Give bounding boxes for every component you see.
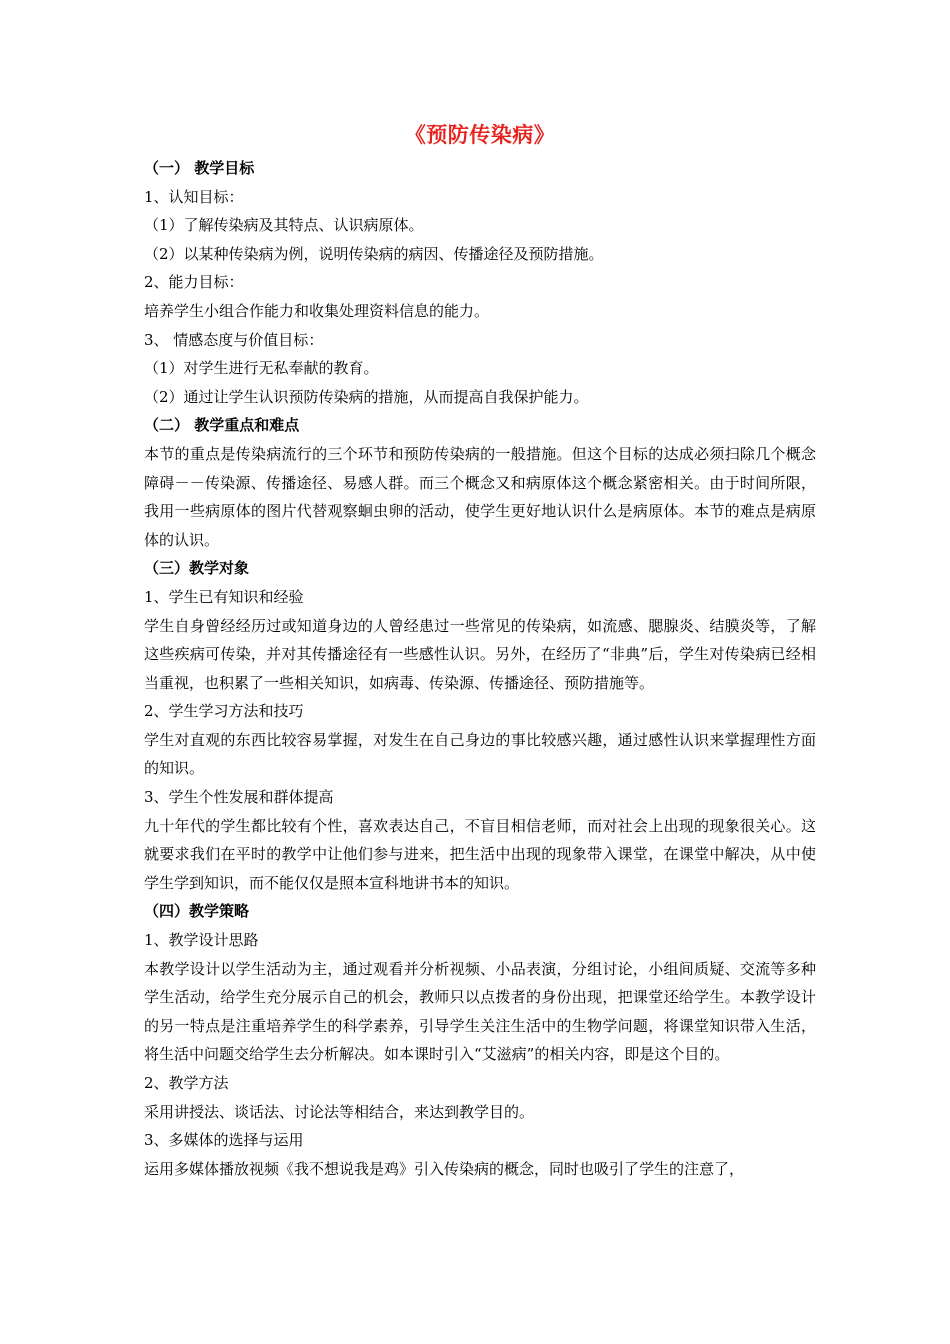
paragraph: 学生对直观的东西比较容易掌握，对发生在自己身边的事比较感兴趣，通过感性认识来掌握理性方面的知识。 <box>144 730 816 778</box>
paragraph: 本教学设计以学生活动为主，通过观看并分析视频、小品表演，分组讨论，小组间质疑、交流等多种学生活动，给学生充分展示自己的机会，教师只以点拨者的身份出现，把课堂还给学生。本教学设计的另一特点是注重培养学生的科学素养，引导学生关注生活中的生物学问题，将课堂知识带入生活，将生活中问题交给学生去分析解决。如本课时引入“艾滋病”的相关内容，即是这个目的。 <box>144 959 816 1064</box>
text-line: 1、认知目标： <box>144 187 244 206</box>
text-line: （2）以某种传染病为例，说明传染病的病因、传播途径及预防措施。 <box>144 244 604 263</box>
text-line: （1）对学生进行无私奉献的教育。 <box>144 359 379 378</box>
paragraph: 九十年代的学生都比较有个性，喜欢表达自己，不盲目相信老师，而对社会上出现的现象很关心。这就要求我们在平时的教学中让他们参与进来，把生活中出现的现象带入课堂，在课堂中解决，从中使学生学到知识，而不能仅仅是照本宣科地讲书本的知识。 <box>144 816 816 892</box>
text-line: 3、 情感态度与价值目标： <box>144 330 324 349</box>
section-heading-key-points: （二） 教学重点和难点 <box>144 416 300 435</box>
section-heading-students: （三）教学对象 <box>144 559 250 578</box>
text-line: 2、学生学习方法和技巧 <box>144 702 304 721</box>
section-heading-strategy: （四）教学策略 <box>144 902 250 921</box>
text-line: （2）通过让学生认识预防传染病的措施，从而提高自我保护能力。 <box>144 387 589 406</box>
text-line: 培养学生小组合作能力和收集处理资料信息的能力。 <box>144 301 490 320</box>
paragraph: 采用讲授法、谈话法、讨论法等相结合，来达到教学目的。 <box>144 1102 535 1121</box>
paragraph: 本节的重点是传染病流行的三个环节和预防传染病的一般措施。但这个目标的达成必须扫除几个概念障碍－－传染源、传播途径、易感人群。而三个概念又和病原体这个概念紧密相关。由于时间所限，我用一些病原体的图片代替观察蛔虫卵的活动，使学生更好地认识什么是病原体。本节的难点是病原体的认识。 <box>144 444 816 549</box>
section-heading-objectives: （一） 教学目标 <box>144 159 255 177</box>
document-title: 《预防传染病》 <box>404 122 556 147</box>
paragraph: 学生自身曾经经历过或知道身边的人曾经患过一些常见的传染病，如流感、腮腺炎、结膜炎等，了解这些疾病可传染，并对其传播途径有一些感性认识。另外，在经历了“非典”后，学生对传染病已经相当重视，也积累了一些相关知识，如病毒、传染源、传播途径、预防措施等。 <box>144 616 816 692</box>
text-line: 3、学生个性发展和群体提高 <box>144 788 334 807</box>
text-line: （1）了解传染病及其特点、认识病原体。 <box>144 216 424 235</box>
paragraph: 运用多媒体播放视频《我不想说我是鸡》引入传染病的概念，同时也吸引了学生的注意了， <box>144 1159 745 1178</box>
text-line: 2、能力目标： <box>144 273 244 292</box>
text-line: 2、教学方法 <box>144 1074 229 1092</box>
text-line: 3、多媒体的选择与运用 <box>144 1131 304 1150</box>
text-line: 1、学生已有知识和经验 <box>144 587 304 606</box>
text-line: 1、教学设计思路 <box>144 931 259 950</box>
document-page <box>144 118 816 1183</box>
